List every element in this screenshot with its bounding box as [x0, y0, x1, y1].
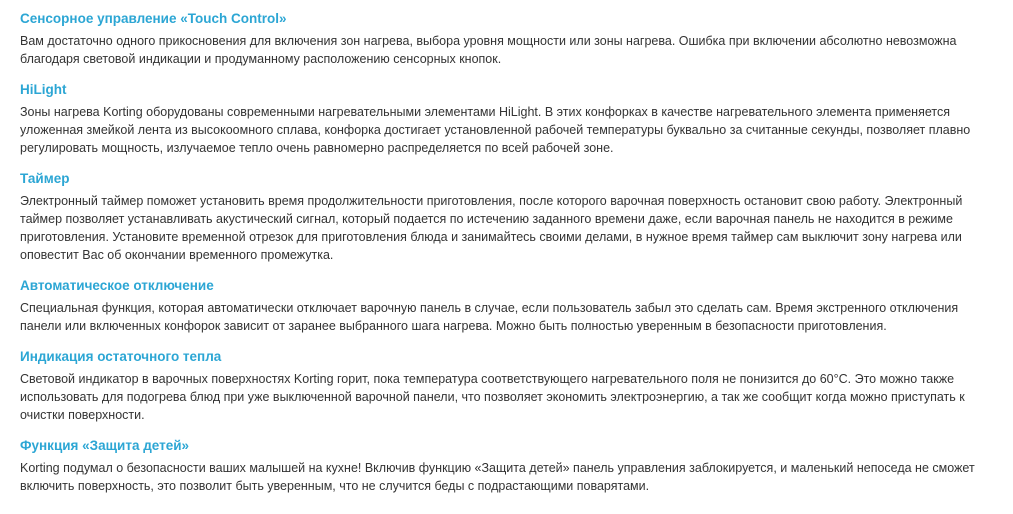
feature-description: Световой индикатор в варочных поверхностях Korting горит, пока температура соответствующего нагревательного поля не понизится до 60°C. Это можно также использовать для подогрева блюд при уже выключенной варочной панели, что позволяет экономить электроэнергию, а так же сообщит когда можно приступать к очистки поверхности.: [20, 372, 965, 422]
feature-auto-off: [20, 277, 993, 335]
feature-child-lock: [20, 437, 993, 495]
feature-touch-control: [20, 10, 993, 68]
feature-title: Индикация остаточного тепла: [20, 349, 222, 364]
feature-title: HiLight: [20, 82, 67, 97]
feature-description: Специальная функция, которая автоматически отключает варочную панель в случае, если пользователь забыл это сделать сам. Время экстренного отключения панели или включенных конфорок зависит от заранее выбранного шага нагрева. Можно быть полностью уверенным в безопасности приготовления.: [20, 301, 959, 333]
feature-description: Korting подумал о безопасности ваших малышей на кухне! Включив функцию «Защита детей» панель управления заблокируется, и маленький непоседа не сможет включить поверхность, это позволит быть уверенным, что не случится беды с подрастающими поварятами.: [20, 461, 975, 493]
feature-title: Функция «Защита детей»: [20, 438, 190, 453]
feature-residual-heat: [20, 348, 993, 424]
feature-title: Таймер: [20, 171, 70, 186]
feature-title: Сенсорное управление «Touch Control»: [20, 11, 287, 26]
feature-description: Зоны нагрева Korting оборудованы современными нагревательными элементами HiLight. В этих конфорках в качестве нагревательного элемента применяется уложенная змейкой лента из высокоомного сплава, конфорка достигает установленной рабочей температуры буквально за считанные секунды, позволяет плавно регулировать мощность, излучаемое тепло очень равномерно распределяется по всей рабочей зоне.: [20, 105, 971, 155]
feature-title: Автоматическое отключение: [20, 278, 214, 293]
feature-hilight: [20, 81, 993, 157]
feature-description: Вам достаточно одного прикосновения для включения зон нагрева, выбора уровня мощности или зоны нагрева. Ошибка при включении абсолютно невозможна благодаря световой индикации и продуманному расположению сенсорных кнопок.: [20, 34, 957, 66]
feature-timer: [20, 170, 993, 264]
feature-description: Электронный таймер поможет установить время продолжительности приготовления, после которого варочная поверхность остановит свою работу. Электронный таймер позволяет устанавливать акустический сигнал, который подается по истечению заданного времени даже, если варочная панель не находится в режиме приготовления. Установите временной отрезок для приготовления блюда и занимайтесь своими делами, в нужное время таймер сам выключит зону нагрева или оповестит Вас об окончании временного промежутка.: [20, 194, 963, 262]
